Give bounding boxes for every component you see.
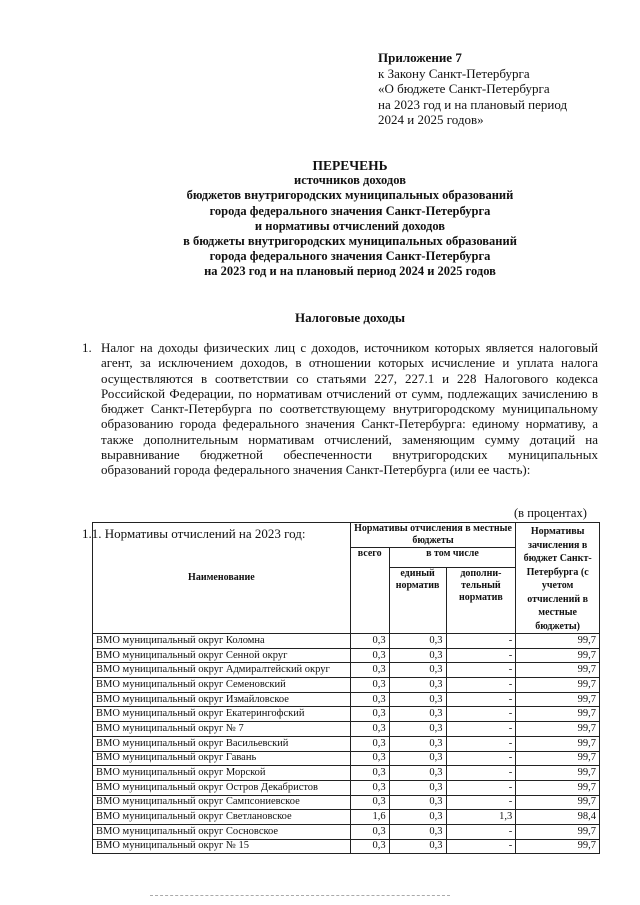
row-total: 0,3 [350, 648, 389, 663]
table-row [93, 810, 600, 825]
row-name: ВМО муниципальный округ Гавань [93, 751, 351, 766]
row-spb: 99,7 [516, 736, 600, 751]
table-row [93, 722, 600, 737]
row-total: 0,3 [350, 663, 389, 678]
row-single: 0,3 [389, 722, 446, 737]
appendix-block [378, 50, 567, 128]
table-row [93, 780, 600, 795]
row-total: 1,6 [350, 810, 389, 825]
row-spb: 99,7 [516, 692, 600, 707]
row-single: 0,3 [389, 736, 446, 751]
row-spb: 99,7 [516, 795, 600, 810]
heading-line: в бюджеты внутригородских муниципальных образований [183, 234, 517, 249]
row-total: 0,3 [350, 692, 389, 707]
header-total: всего [350, 548, 389, 634]
row-name: ВМО муниципальный округ Сосновское [93, 824, 351, 839]
row-single: 0,3 [389, 780, 446, 795]
header-spb: Нормативы зачисления в бюджет Санкт-Петербурга (с учетом отчислений в местные бюджеты) [516, 523, 600, 634]
table-row [93, 648, 600, 663]
row-spb: 99,7 [516, 824, 600, 839]
table-row [93, 839, 600, 854]
row-spb: 99,7 [516, 766, 600, 781]
heading-line: и нормативы отчислений доходов [254, 218, 446, 233]
section-title: Налоговые доходы [294, 310, 406, 325]
row-name: ВМО муниципальный округ Васильевский [93, 736, 351, 751]
row-name: ВМО муниципальный округ Остров Декабристов [93, 780, 351, 795]
norms-table [92, 522, 600, 854]
row-name: ВМО муниципальный округ Адмиралтейский округ [93, 663, 351, 678]
row-single: 0,3 [389, 663, 446, 678]
row-total: 0,3 [350, 722, 389, 737]
table-row [93, 663, 600, 678]
row-additional: - [446, 634, 516, 649]
item-number: 1. [82, 340, 92, 355]
row-single: 0,3 [389, 692, 446, 707]
subitem-title: 1.1. Нормативы отчислений на 2023 год: [82, 526, 306, 541]
row-spb: 99,7 [516, 780, 600, 795]
heading-line: города федерального значения Санкт-Петербурга [209, 203, 491, 218]
header-name: Наименование [93, 523, 351, 634]
row-additional: - [446, 824, 516, 839]
row-total: 0,3 [350, 780, 389, 795]
row-name: ВМО муниципальный округ Сенной округ [93, 648, 351, 663]
row-name: ВМО муниципальный округ Коломна [93, 634, 351, 649]
row-spb: 99,7 [516, 663, 600, 678]
row-total: 0,3 [350, 736, 389, 751]
row-single: 0,3 [389, 766, 446, 781]
row-total: 0,3 [350, 795, 389, 810]
row-additional: 1,3 [446, 810, 516, 825]
appendix-line: на 2023 год и на плановый период [378, 96, 568, 112]
appendix-line: «О бюджете Санкт-Петербурга [378, 81, 550, 96]
row-total: 0,3 [350, 751, 389, 766]
header-additional: дополни-тельный норматив [446, 568, 516, 634]
row-total: 0,3 [350, 824, 389, 839]
table-row [93, 766, 600, 781]
table-row [93, 634, 600, 649]
row-name: ВМО муниципальный округ Сампсониевское [93, 795, 351, 810]
table-row [93, 692, 600, 707]
appendix-title: Приложение 7 [378, 50, 462, 65]
row-name: ВМО муниципальный округ № 15 [93, 839, 351, 854]
header-single: единый норматив [389, 568, 446, 634]
row-single: 0,3 [389, 839, 446, 854]
heading-line: города федерального значения Санкт-Петербурга [209, 249, 491, 264]
row-spb: 98,4 [516, 810, 600, 825]
heading-main: ПЕРЕЧЕНЬ [312, 158, 388, 173]
appendix-line: 2024 и 2025 годов» [378, 112, 484, 127]
table-row [93, 795, 600, 810]
row-single: 0,3 [389, 634, 446, 649]
row-single: 0,3 [389, 810, 446, 825]
row-single: 0,3 [389, 648, 446, 663]
row-spb: 99,7 [516, 648, 600, 663]
row-name: ВМО муниципальный округ Екатерингофский [93, 707, 351, 722]
row-total: 0,3 [350, 707, 389, 722]
row-additional: - [446, 692, 516, 707]
row-spb: 99,7 [516, 678, 600, 693]
row-additional: - [446, 736, 516, 751]
row-spb: 99,7 [516, 707, 600, 722]
page-footer-line [150, 895, 450, 896]
row-additional: - [446, 722, 516, 737]
row-spb: 99,7 [516, 839, 600, 854]
row-single: 0,3 [389, 824, 446, 839]
row-additional: - [446, 751, 516, 766]
row-additional: - [446, 648, 516, 663]
row-total: 0,3 [350, 634, 389, 649]
row-additional: - [446, 839, 516, 854]
row-spb: 99,7 [516, 634, 600, 649]
row-name: ВМО муниципальный округ Измайловское [93, 692, 351, 707]
row-additional: - [446, 707, 516, 722]
row-single: 0,3 [389, 707, 446, 722]
row-total: 0,3 [350, 839, 389, 854]
header-local: Нормативы отчисления в местные бюджеты [350, 523, 516, 548]
table-row [93, 678, 600, 693]
heading-line: источников доходов [294, 173, 406, 188]
item-text: Налог на доходы физических лиц с доходов, источником которых является налоговый агент, за исключением доходов, в отношении которых исчисление и уплата налога осуществляются в соответствии со статьями 227, 227.1 и 228 Налогового кодекса Российской Федерации, по нормативам отчислений от сумм, подлежащих зачислению в бюджет Санкт-Петербурга по соответствующему внутригородскому муниципальному образованию города федерального значения Санкт-Петербурга: единому нормативу, а также дополнительным нормативам отчислений, заменяющим сумму дотаций на выравнивание бюджетной обеспеченности внутригородских муниципальных образований города федерального значения Санкт-Петербурга (или ее часть): [101, 340, 598, 478]
row-additional: - [446, 663, 516, 678]
table-row [93, 707, 600, 722]
row-spb: 99,7 [516, 722, 600, 737]
item-1 [82, 340, 598, 478]
row-name: ВМО муниципальный округ Семеновский [93, 678, 351, 693]
document-heading [100, 158, 600, 280]
row-additional: - [446, 780, 516, 795]
row-single: 0,3 [389, 678, 446, 693]
table-row [93, 751, 600, 766]
row-single: 0,3 [389, 751, 446, 766]
row-name: ВМО муниципальный округ Морской [93, 766, 351, 781]
appendix-line: к Закону Санкт-Петербурга [378, 65, 530, 81]
row-additional: - [446, 678, 516, 693]
row-single: 0,3 [389, 795, 446, 810]
row-name: ВМО муниципальный округ Светлановское [93, 810, 351, 825]
header-including: в том числе [389, 548, 516, 568]
row-name: ВМО муниципальный округ № 7 [93, 722, 351, 737]
row-spb: 99,7 [516, 751, 600, 766]
row-total: 0,3 [350, 678, 389, 693]
table-row [93, 736, 600, 751]
row-additional: - [446, 766, 516, 781]
row-additional: - [446, 795, 516, 810]
units-label: (в процентах) [514, 506, 587, 520]
heading-line: на 2023 год и на плановый период 2024 и 2025 годов [204, 264, 496, 279]
heading-line: бюджетов внутригородских муниципальных образований [186, 188, 514, 203]
table-row [93, 824, 600, 839]
row-total: 0,3 [350, 766, 389, 781]
